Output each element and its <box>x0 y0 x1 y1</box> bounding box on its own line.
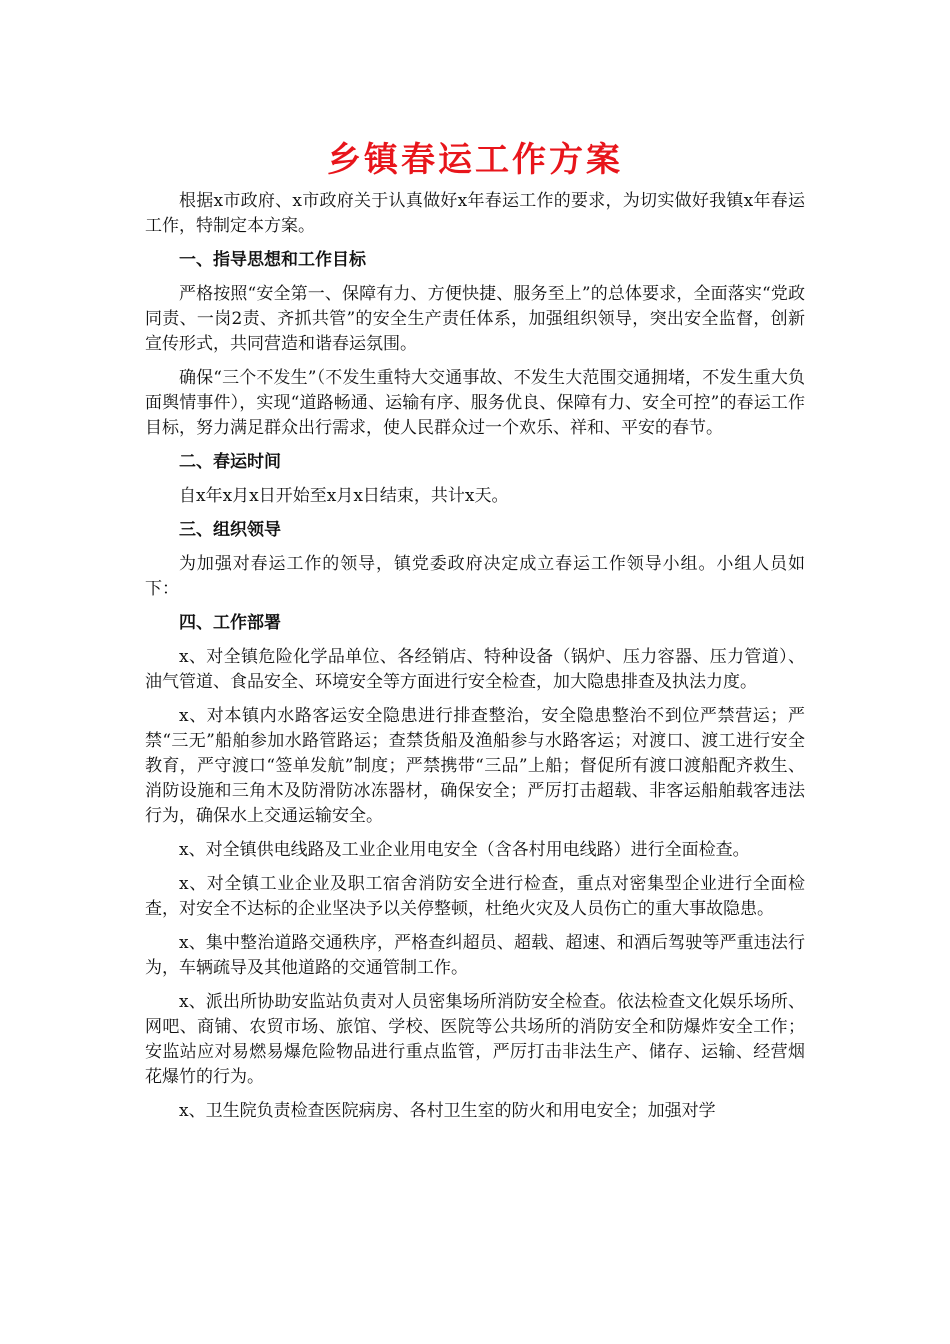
section-heading: 三、组织领导 <box>179 520 281 540</box>
paragraph: x、对全镇危险化学品单位、各经销店、特种设备（锅炉、压力容器、压力管道）、油气管道、食品安全、环境安全等方面进行安全检查，加大隐患排查及执法力度。 <box>145 647 805 692</box>
paragraph: x、对本镇内水路客运安全隐患进行排查整治，安全隐患整治不到位严禁营运；严禁“三无”船舶参加水路管路运；查禁货船及渔船参与水路客运；对渡口、渡工进行安全教育，严守渡口“签单发航”制度；严禁携带“三品”上船；督促所有渡口渡船配齐救生、消防设施和三角木及防滑防冰冻器材，确保安全；严厉打击超载、非客运船舶载客违法行为，确保水上交通运输安全。 <box>145 706 805 826</box>
document-title: 乡镇春运工作方案 <box>327 140 623 180</box>
paragraph: x、派出所协助安监站负责对人员密集场所消防安全检查。依法检查文化娱乐场所、网吧、商铺、农贸市场、旅馆、学校、医院等公共场所的消防安全和防爆炸安全工作；安监站应对易燃易爆危险物品进行重点监管，严厉打击非法生产、储存、运输、经营烟花爆竹的行为。 <box>145 992 805 1087</box>
paragraph: x、卫生院负责检查医院病房、各村卫生室的防火和用电安全；加强对学 <box>179 1101 716 1121</box>
section-heading: 一、指导思想和工作目标 <box>179 250 366 270</box>
section-heading: 四、工作部署 <box>179 613 281 633</box>
paragraph: 自x年x月x日开始至x月x日结束，共计x天。 <box>179 486 509 506</box>
paragraph: x、对全镇工业企业及职工宿舍消防安全进行检查，重点对密集型企业进行全面检查，对安全不达标的企业坚决予以关停整顿，杜绝火灾及人员伤亡的重大事故隐患。 <box>145 874 805 919</box>
paragraph: 为加强对春运工作的领导，镇党委政府决定成立春运工作领导小组。小组人员如下： <box>145 554 805 599</box>
paragraph: 确保“三个不发生”（不发生重特大交通事故、不发生大范围交通拥堵，不发生重大负面舆情事件），实现“道路畅通、运输有序、服务优良、保障有力、安全可控”的春运工作目标，努力满足群众出行需求，使人民群众过一个欢乐、祥和、平安的春节。 <box>145 368 805 438</box>
paragraph: x、对全镇供电线路及工业企业用电安全（含各村用电线路）进行全面检查。 <box>179 840 750 860</box>
paragraph: x、集中整治道路交通秩序，严格查纠超员、超载、超速、和酒后驾驶等严重违法行为，车辆疏导及其他道路的交通管制工作。 <box>145 933 805 978</box>
paragraph: 根据x市政府、x市政府关于认真做好x年春运工作的要求，为切实做好我镇x年春运工作，特制定本方案。 <box>145 191 805 236</box>
section-heading: 二、春运时间 <box>179 452 281 472</box>
document-body <box>145 189 805 1133</box>
paragraph: 严格按照“安全第一、保障有力、方便快捷、服务至上”的总体要求，全面落实“党政同责、一岗2责、齐抓共管”的安全生产责任体系，加强组织领导，突出安全监督，创新宣传形式，共同营造和谐春运氛围。 <box>145 284 805 354</box>
